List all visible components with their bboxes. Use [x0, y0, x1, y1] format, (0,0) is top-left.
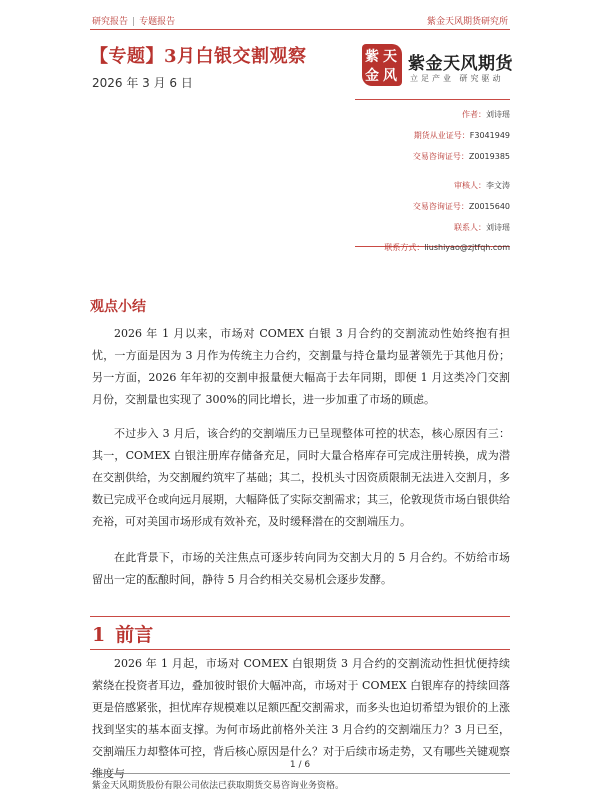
- logo-company-name: 紫金天风期货: [408, 54, 513, 74]
- summary-paragraph-2: 不过步入 3 月后，该合约的交割端压力已呈现整体可控的状态，核心原因有三：其一，COMEX 白银注册库存储备充足，同时大量合格库存可完成注册转换，成为潜在交割供给，为交割履约筑牢了基础；其二，投机头寸因资质限制无法进入交割月，多数已完成平仓或向远月展期，大幅降低了实际交割需求；其三，伦敦现货市场白银供给充裕，可对美国市场形成有效补充，及时缓释潜在的交割端压力。: [92, 427, 510, 528]
- company-logo: [362, 44, 512, 88]
- summary-paragraph-3: 在此背景下，市场的关注焦点可逐步转向同为交割大月的 5 月合约。不妨给市场留出一定的酝酿时间，静待 5 月合约相关交易机会逐步发酵。: [92, 551, 510, 586]
- summary-paragraph-1: 2026 年 1 月以来，市场对 COMEX 白银 3 月合约的交割流动性始终抱有担忧，一方面是因为 3 月作为传统主力合约，交割量与持仓量均显著领先于其他月份；另一方面，2026 年年初的交割申报量便大幅高于去年同期，即便 1 月这类冷门交割月份，交割量也实现了 300%的同比增长，进一步加重了市场的顾虑。: [92, 327, 510, 406]
- report-date: 2026 年 3 月 6 日: [92, 76, 193, 90]
- section-1-heading: [92, 620, 153, 647]
- header-separator: |: [132, 17, 136, 27]
- header-institute: 紫金天风期货研究所: [426, 17, 508, 27]
- header-breadcrumb: [92, 14, 175, 27]
- section-1-paragraph-1: 2026 年 1 月起，市场对 COMEX 白银期货 3 月合约的交割流动性担忧便持续萦绕在投资者耳边，叠加彼时银价大幅冲高，市场对于 COMEX 白银库存的持续回落更是倍感紧张，担忧库存规模难以足额匹配交割需求，而多头也迫切希望为银价的上涨找到坚实的基本面支撑。为何市场此前格外关注 3 月合约的交割端压力？3 月已至，交割端压力却整体可控，背后核心原因是什么？对于后续市场走势，又有哪些关键观察维度与: [92, 657, 510, 780]
- logo-mark-char: 紫: [365, 49, 379, 65]
- logo-mark-icon: [362, 44, 402, 86]
- contact-license: 期货从业证号：F3041949: [413, 131, 510, 140]
- footer-disclaimer: 紫金天风期货股份有限公司依法已获取期货交易咨询业务资格。: [92, 781, 345, 791]
- section-divider: [90, 616, 510, 617]
- logo-mark-char: 金: [365, 68, 379, 84]
- summary-heading: 观点小结: [90, 299, 146, 315]
- contact-person: 联系人：刘诗瑶: [454, 223, 510, 232]
- logo-mark-char: 风: [383, 68, 397, 84]
- report-title: 【专题】3月白银交割观察: [90, 46, 307, 67]
- header-report-subtype: 专题报告: [139, 17, 176, 27]
- page-number: 1 / 6: [289, 760, 311, 770]
- section-title: 前言: [115, 624, 154, 646]
- contact-author: 作者：刘诗瑶: [462, 110, 510, 119]
- author-contact-box: [355, 99, 510, 252]
- header-divider: [90, 29, 510, 30]
- header-report-type: 研究报告: [92, 17, 129, 27]
- contact-reviewer-consult-id: 交易咨询证号：Z0015640: [412, 202, 510, 211]
- section-number: 1: [92, 624, 106, 646]
- contact-email: 联系方式：liushiyao@zjtfqh.com: [384, 243, 510, 252]
- section-underline: [90, 649, 510, 650]
- footer-divider: [90, 773, 510, 774]
- logo-tagline: 立足产业 研究驱动: [410, 74, 504, 83]
- logo-mark-char: 天: [383, 49, 397, 65]
- contact-consult-id: 交易咨询证号：Z0019385: [412, 152, 510, 161]
- contact-reviewer: 审核人：李文涛: [454, 181, 510, 190]
